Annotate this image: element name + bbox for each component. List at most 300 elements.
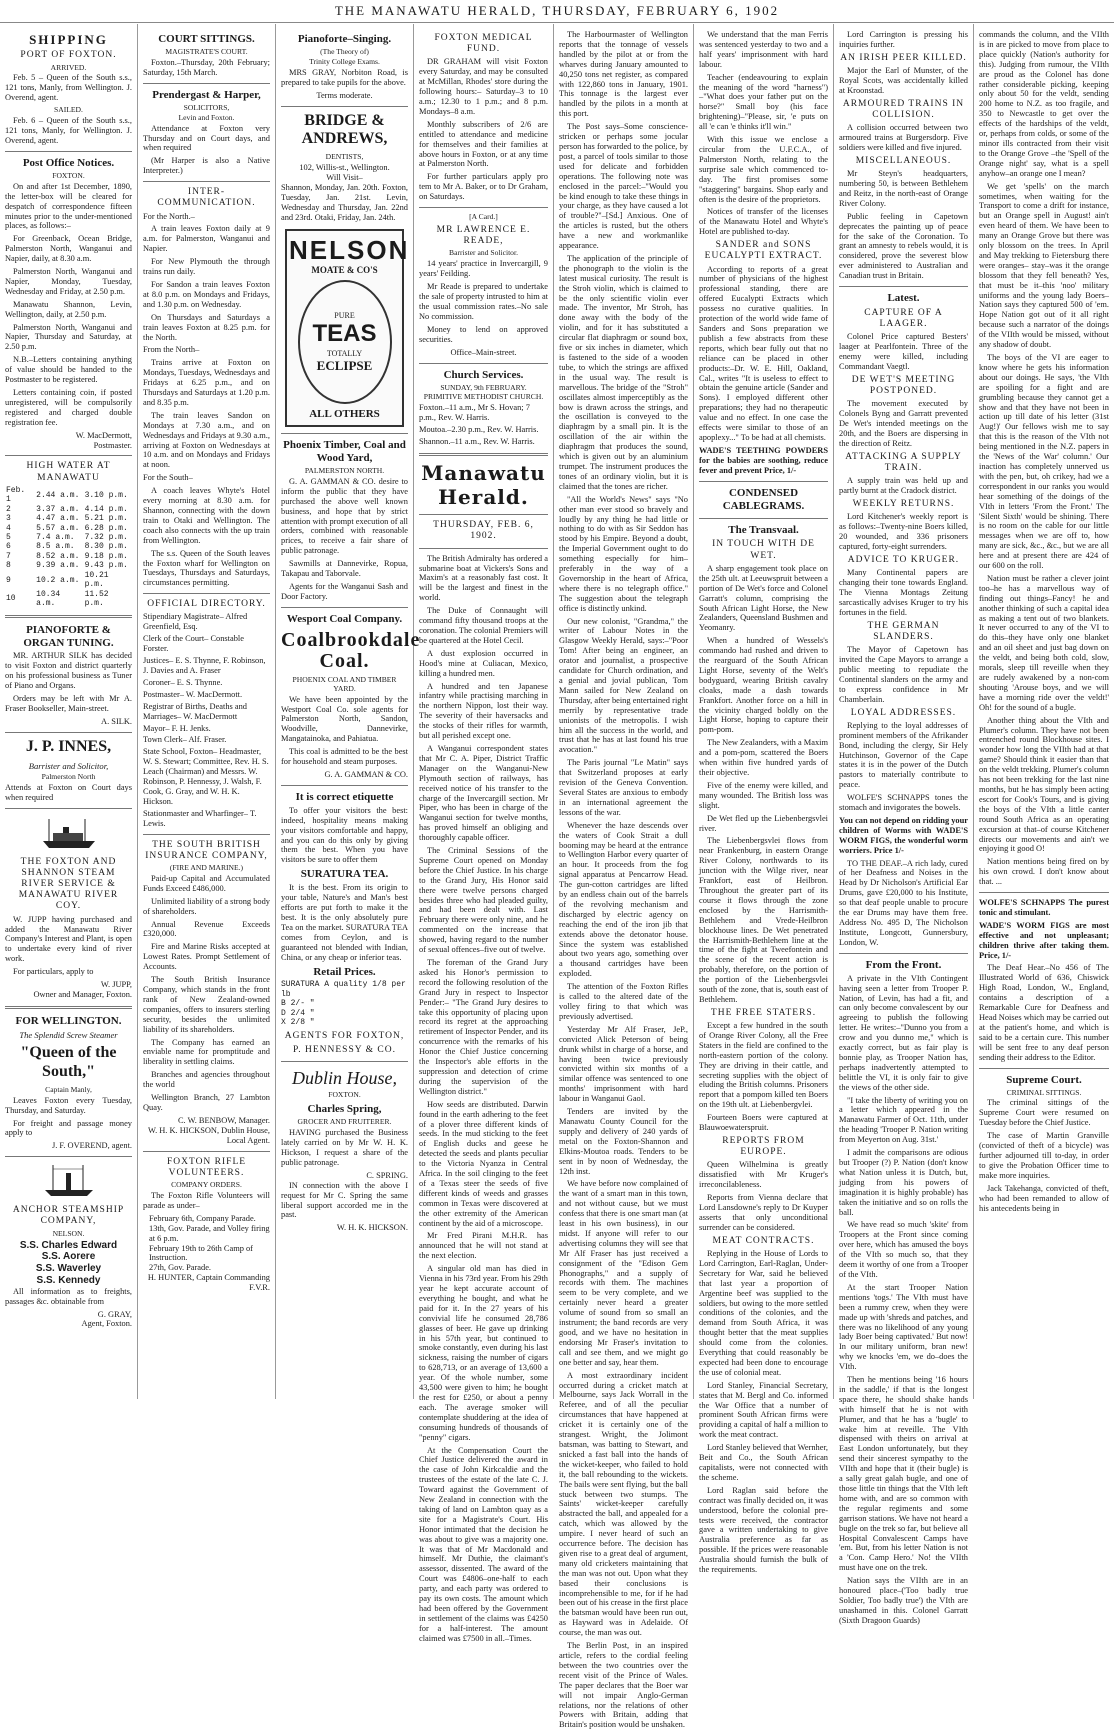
divider [419,548,548,549]
news-c5-p10: Tenders are invited by the Manawatu County Council for the supply and delivery of 240 yards of metal on the Foxton-Shannon and Elkins-Moutoa roads. Tenders to be sent in by noon of Wednesday, the 12th inst. [559,1107,688,1176]
nelson-tea-ad [285,229,410,427]
sbi-agent: W. H. K. HICKSON, Dublin House, Local Agent. [147,1125,270,1145]
europe-title: REPORTS FROM EUROPE. [722,1136,805,1158]
retail-price-item: B 2/- " [281,999,315,1009]
tide-cell: 8.5 a.m. [36,542,75,552]
news-p7: The foreman of the Grand Jury asked his Honor's permission to record the following resolution of the Grand Jury in respect to Inspector Pender:– "The Grand Jury desires to take this opportunity of placing upon record its regret at the approaching retirement of Inspector Pender, and its concurrence with the remarks of his Honor the Chief Justice concerning the Inspector's able efforts in the suppression and detection of crime during the supervision of the Wellington district." [419,958,548,1096]
prendergast-note: (Mr Harper is also a Native Interpreter.) [143,156,270,176]
nelson-sub: MOATE & CO'S [311,265,378,276]
meat-text: Replying in the House of Lords to Lord Carrington, Earl-Raglan, Under-Secretary for War, said he believed that last year a proportion of Argentine beef was supplied to the soldiers, but owing to the more settled conditions of the colonies, and the demand from South Africa, it was thought better that the meat supplies should come from the colonies. Everything that could reasonably be expected had been done to encourage the use of colonial meat. [699,1248,828,1377]
anchor-ship-item: S.S. Charles Edward [19,1239,118,1251]
europe-text2: Reports from Vienna declare that Lord Lansdowne's reply to Dr Kuyper asserts that only unconditional surrender can be considered. [699,1193,828,1232]
divider [5,808,132,809]
column-1 [0,24,138,1399]
sander-title: SANDER and SONS EUCALYPTI EXTRACT. [704,240,823,262]
news-p9: Mr Fred Pirani M.H.R. has announced that he will not stand at the next election. [419,1231,548,1261]
tide-row [5,533,132,542]
rifles-date-item: February 6th, Company Parade. [149,1213,256,1223]
sbi-p2: Unlimited liability of a strong body of shareholders. [143,896,270,916]
official-directory-item: Mayor– F. H. Jenks. [143,723,211,733]
tide-cell: 4.14 p.m. [84,504,128,514]
tide-cell: 8 [6,561,11,571]
post-p1: On and after 1st December, 1890, the letter-box will be cleared for despatch of correspondence fifteen minutes prior to the under-mentioned places, as follows:– [5,181,132,231]
latest-title: Latest. [887,292,920,305]
official-directory-list [143,612,270,828]
column-7 [834,24,974,1625]
wolfe-text: WOLFE'S SCHNAPPS tones the stomach and invigorates the bowels. [839,793,968,813]
retail-price-item: SURATURA A quality 1/8 per lb [281,980,406,999]
phoenix-place: PALMERSTON NORTH. [304,465,385,475]
church-item: Shannon.–11 a.m., Rev. W. Harris. [419,437,535,447]
dublin-trade: GROCER AND FRUITERER. [297,1117,392,1127]
news-c5-p8: The attention of the Foxton Rifles is called to the altered date of the volley firing to that which was previously advertised. [559,982,688,1021]
tide-cell: 10.21 p.m. [84,570,109,590]
divider [5,615,132,618]
dublin-name: Charles Spring, [307,1103,382,1116]
innes-title: Barrister and Solicitor, [28,760,109,771]
divider [839,953,968,954]
piano-tuning-orders: Orders may be left with Mr A. Fraser Bookseller, Main-street. [5,694,132,714]
medical-fund-text3: For further particulars apply pro tem to Mr A. Baker, or to Dr Graham, on Saturdays. [419,172,548,202]
divider [839,286,968,287]
steamer-agent: J. F. OVEREND, agent. [51,1141,132,1151]
sander-text: According to reports of a great number of physicians of the highest professional standing, there are offered Eucalypti Extracts which possess no curative qualities. In protection of the world wide fame of Sanders and Sons preparation we publish a few abstracts from these reports, which bear fully out that no reliance can be placed in other products:–Dr. W. E. Hill, Oakland, Cal., writes "It is useless to effect to obtain the genuine article (Sander and Sons). I employed different other preparations; they had no therapeutic value and no effect. In one case the effects were similar to those of an apoplexy..." To be had at all chemists. [699,264,828,442]
steamer-captain: Captain Manly, [45,1084,92,1094]
tide-cell: 4.47 a.m. [36,514,80,524]
divider [979,892,1109,893]
news-c5-p13: The Berlin Post, in an inspired article, refers to the cordial feeling between the two countries over the recent visit of the Prince of Wales. The paper declares that the Boer war will not impair Anglo-German relations, nor the relations of other Powers with Britain, adding that Britain's position would be unshaken. [559,1641,688,1730]
touch-text6: The Liebenbergsvlei flows from near Frankenburg, in eastern Orange River Colony, northwards to its junction with the Wilge river, near Frankfort, east of Heilbron. Throughout the greater part of its course it flows through the zone enclosed by the Harrismith-Bethlehem and Vrede-Heilbron blockhouse lines. De Wet penetrated the Harrismith-Bethlehem line at the time of the fight at Tweefontein and the scene of the recent action is probably, therefore, on the portion of the portion of the Liebenbergsvlei south of the zone, that is, south east of Bethlehem. [699,836,828,1004]
steamer-name: "Queen of the South," [20,1043,117,1080]
news-p3: A dust explosion occurred in Hood's mine at Culiacan, Mexico, killing a hundred men. [419,648,548,678]
inter-p8: The train leaves Sandon on Mondays at 7.30 a.m., and on Wednesdays and Fridays at 9.30 a.m., arriving at Foxton on Wednesdays at 10 a.m. and on Mondays and Fridays at noon. [143,410,270,470]
innes-name: J. P. INNES, [25,737,112,755]
sbi-p8: Wellington Branch, 27 Lambton Quay. [143,1093,270,1112]
news-c5-p9: Yesterday Mr Alf Fraser, JeP., convicted Alick Peterson of being drunk whilst in charge of a horse, and having been twice previously convicted within six months of a similar offence was sentenced to one months' imprisonment with hard labour in Wanganui Gaol. [559,1024,688,1104]
prendergast-place: Levin and Foxton. [178,112,235,122]
supply-text: A supply train was held up and partly burnt at the Cradock district. [839,476,968,496]
post-p2: For Greenback, Ocean Bridge, Palmerston North, Wanganui and Napier, daily, at 8.30 a.m. [5,234,132,264]
port-heading: PORT OF FOXTON. [20,50,117,61]
dublin-sig: C. SPRING. [366,1170,408,1180]
news-p5: A Wanganui correspondent states that Mr C. A. Piper, District Traffic Manager on the Wanganui-New Plymouth section of railways, has received notice of his transfer to the charge of the Invercargill section. Mr Piper, who has been in charge of the Wanganui section for twelve months, has proved himself an obliging and thoroughly capable officer. [419,743,548,843]
church-list [419,403,548,447]
official-directory-item: Stationmaster and Wharfinger– T. Lewis. [143,808,257,828]
inter-p7: Trains arrive at Foxton on Mondays, Tuesdays, Wednesdays and Fridays at 6.25 p.m., and on Thursdays and Saturdays at 1.20 p.m. and 8.35 p.m. [143,358,270,407]
shannon-particulars: For particulars, apply to [13,967,94,977]
piano-tuning-title: PIANOFORTE & ORGAN TUNING. [23,623,114,649]
nelson-oval [298,280,392,404]
misc-text: Mr Steyn's headquarters, numbering 50, is between Bethlehem and Reitz, in the north-east of Orange River Colony. [839,169,968,208]
meat-text3: Lord Stanley believed that Wernher, Beit and Co., the South African capitalists, were not connected with the scheme. [699,1443,828,1482]
post-p3: Palmerston North, Wanganui and Napier, Monday, Tuesday, Wednesday and Friday, at 2.50 p.m. [5,267,132,296]
tide-row [5,524,132,533]
shipping-title: SHIPPING [29,32,108,47]
inter-p4: For Sandon a train leaves Foxton at 8.0 p.m. on Mondays and Fridays, and 1.30 p.m. on Wednesday. [143,279,270,309]
dewet-text: The movement executed by Colonels Byng and Garratt prevented De Wet's intended meetings on the 20th, and the Boers are dispersing in the direction of Reitz. [839,399,968,449]
piano-tuning-text: MR. ARTHUR SILK has decided to visit Foxton and district quarterly on his professional business as Tuner of Piano and Organs. [5,651,132,691]
column-6 [694,24,834,1575]
tide-cell: 4 [6,523,11,533]
official-directory-item: State School, Foxton– Headmaster, W. S. Stewart; Committee, Rev. H. S. Leach (Chairman) and Messrs. W. Robinson, P. Hennessy, J. Walsh, F. Cook, G. Gray, and W. H. K. Hickson. [143,747,269,806]
divider [281,106,408,107]
tide-cell: 3.10 p.m. [84,490,128,500]
front-p5: At the start Trooper Nation mentions 'togs.' The VIth must have been a rummy crew, when they were made up with 'shreds and patches, and there was no likelihood of any young lady Boer being captivated.' But now! In our military uniform, bran new! why we knocks 'em, we do–does the VIth. [839,1282,968,1372]
post-signature: W. MacDermott, [75,430,132,440]
inter-p6: From the North– [143,345,200,355]
supreme-court-title: Supreme Court. [1006,1073,1082,1086]
inter-p9: For the South– [143,473,193,483]
tide-row [5,514,132,523]
touch-text3: The New Zealanders, with a Maxim and a pom-pom, scattered the Boers when within five hundred yards of their objective. [699,738,828,777]
tide-cell: 7.32 p.m. [84,533,128,543]
tide-cell: 9.39 a.m. [36,561,80,571]
meat-text2: Lord Stanley, Financial Secretary, states that M. Bergl and Co. informed the War Office that a number of prominent South African firms were providing a capital of half a million to work the meat contract. [699,1380,828,1440]
front-p2: "I take the liberty of writing you on a letter which appeared in the Manawatu Farmer of Oct. 11th, under the heading 'Trooper P. Nation writing from Meyerton on Aug. 31st.' [839,1095,968,1145]
column-8 [974,24,1114,1399]
coal-text: We have been appointed by the Westport Coal Co. sole agents for Palmerston North, Sandon, Woodville, Dannevirke, Mangatainoka, and Pahiatua. [281,694,408,744]
shannon-text: W. JUPP having purchased and added the Manawatu River Company's Interest and Plant, is open to undertake every kind of river work. [5,914,132,964]
pianoforte-sub: (The Theory of) [320,46,369,56]
tide-cell: 10.34 a.m. [36,589,61,609]
news-c8-p3: The boys of the VI are eager to know where he gets his information about our doings. He says, 'the VIth are spoiling for a fight and are grumbling because they cannot get a show and that they have not been in action up till date of his letter (31st Aug!)' Our fellows wish me to say that this is the reason of the VIth not being mentioned in the N.Z. papers in the 'News of the War' column.' Our inaction has completely unnerved us with the pen, but, oh crikey, had we a correspondent in our ranks you would hear something of the doings of the VIth in letters 'From the Front.' The 'Silent Sixth' would be shining. There is no room on the cable for our little messages when we are off to, how many are sick, &c., &c., but we are all here and at present there are 424 of our 600 on the roll. [979,353,1109,571]
news-p8: How seeds are distributed. Darwin found in the earth adhering to the feet of a plover three different kinds of seeds. In the mud sticking to the feet of English ducks and geese he detected the seeds and plants peculiar to the Victoria Nyanza in Central Africa. In the soil clinging to the feet of a Texas steer the seeds of five different kinds of weeds and grasses common in Texas were discovered at the other extremity of the American continent by the aid of a microscope. [419,1099,548,1228]
news-p4: A hundred and ten Japanese infantry while practising marching in the northern Nippon, lost their way. The severity of their haversacks and the stocks of their rifles for warmth, but all perished except one. [419,681,548,741]
sbi-p7: Branches and agencies throughout the world [143,1070,270,1090]
dublin-sig2: W. H. K. HICKSON. [336,1223,408,1233]
news-c8-p6: Nation mentions being fired on by his own crowd. I don't know about that. ... [979,857,1109,887]
tide-cell: 3 [6,514,11,524]
medical-fund-text2: Monthly subscribers of 2/6 are entitled to attendance and medicine for themselves and their families at above hours in Foxton, or at any time at Palmerston North. [419,119,548,169]
advice-title: ADVICE TO KRUGER. [847,555,960,566]
rifles-sub: COMPANY ORDERS. [171,1180,242,1190]
news-c5-p11: We have before now complained of the want of a smart man in this town, and not without cause, but we must confess that there is one smart man (at least in his own business), in our midst. If anyone will refer to our advertising columns they will see that Mr Alf Fraser has just received a consignment of the "Edison Gem Phonographs," and a supply of records with them. The machines seem to be very complete, and we certainly never heard a greater volume of sound from so small an instrument; the band records are very good, and we have no hesitation in endorsing Mr Fraser's invitation to call and see them, and we might go one better and say, hear them. [559,1179,688,1367]
suratura-title: SURATURA TEA. [300,868,389,881]
divider [419,453,548,456]
church-title: Church Services. [443,368,524,381]
church-name: PRIMITIVE METHODIST CHURCH. [423,392,544,402]
news-c6-p1: We understand that the man Ferris was sentenced yesterday to two and a half years' imprisonment with hard labour. [699,30,828,69]
herald-date: THURSDAY, FEB. 6, 1902. [433,520,534,542]
news-p6: The Criminal Sessions of the Supreme Court opened on Monday before the Chief Justice. In his charge to the Grand Jury, His Honor said there were twelve persons charged besides three who had pleaded guilty, and had been dealt with. Last February there were only nine, and he commented on the increase that showed, having regard to the number of sexual offences–five out of twelve. [419,846,548,955]
reade-text2: Mr Reade is prepared to undertake the sale of property intrusted to him at the usual commission rates.–No sale No commission. [419,282,548,321]
post-p7: Letters containing coin, if posted unregistered, will be compulsorily registered and charged double registration fee. [5,388,132,427]
news-c6-p4: Notices of transfer of the licenses of the Manawatu Hotel and Whyte's Hotel are published to-day. [699,207,828,237]
phoenix-text2: Sawmills at Dannevirke, Ropua, Takapau and Taborvale. [281,559,408,579]
rifles-date-item: 13th, Gov. Parade, and Volley firing at 6 p.m. [149,1223,270,1243]
tide-cell: 5 [6,533,11,543]
divider [699,481,828,482]
sbi-p6: The Company has earned an enviable name for promptitude and liberality in settling claims. [143,1037,270,1067]
loyal-text: Replying to the loyal addresses of prominent members of the Afrikander Bond, including the clergy, Sir Hely Hutchinson, Governor of the Cape states it is in the power of the Dutch pastors to materially contribute to peace. [839,720,968,790]
anchor-agent2: Agent, Foxton. [81,1319,132,1329]
tide-cell: 9.43 p.m. [84,561,128,571]
divider [143,593,270,594]
returns-text: Lord Kitchener's weekly report is as follows:–Twenty-nine Boers killed, 20 wounded, and 336 prisoners captured, forty-eight surrenders. [839,512,968,552]
post-p4: Manawatu Shannon, Levin, Wellington, daily, at 2.50 p.m. [5,299,132,319]
shannon-title: THE FOXTON AND SHANNON STEAM RIVER SERVICE & MANAWATU RIVER COY. [18,856,119,912]
transvaal-title: The Transvaal. [728,523,799,536]
sailed-label: SAILED. [54,105,83,115]
tide-row [5,486,132,505]
deaf-hear-text: The Deaf Hear.–No 456 of The Illustrated World of 636, Chiswick High Road, London, W., England, contains a description of a Remarkable Cure for Deafness and Head Noises which may be carried out at the patient's home, and which is said to be a certain cure. This number will be sent free to any deaf person sending their address to the Editor. [979,963,1109,1062]
free-text2: Fourteen Boers were captured at Blauwoewaterspruit. [699,1113,828,1133]
official-directory-item: Clerk of the Court– Constable Forster. [143,634,244,654]
phoenix-title: Phoenix Timber, Coal and Wood Yard, [283,438,406,464]
tide-cell: 9.18 p.m. [84,551,128,561]
advice-text: Many Continental papers are changing their tone towards England. The Vienna Montags Zeitung sarcastically advises Kruger to try his fortunes in the field. [839,568,968,617]
schnapps-title: WOLFE'S SCHNAPPS The purest tonic and stimulant. [979,898,1109,917]
retail-price-list [281,980,408,1027]
church-date: SUNDAY, 9th FEBRUARY. [440,382,527,392]
sbi-p4: Fire and Marine Risks accepted at Lowest Rates. Prompt Settlement of Accounts. [143,942,270,972]
news-c7-p1: Lord Carrington is pressing his inquiries further. [839,30,968,49]
tide-cell: 7.4 a.m. [36,533,75,543]
inter-communication-title: INTER-COMMUNICATION. [157,187,256,209]
news-p2: The Duke of Connaught will command fifty thousand troops at the coronation. The colonial Premiers will be quartered at the Hotel Cecil. [419,606,548,645]
tide-cell: 2 [6,504,11,514]
official-directory-title: OFFICIAL DIRECTORY. [147,599,266,610]
front-p1: A private in the VIth Contingent having seen a letter from Trooper P. Nation, of Levin, has had a fit, and can only become convalescent by our agreeing to publish the following letter. He writes:–"Dunno you from a crow and you dunno me," which is exactly correct, but as fair play is bonnie play, as Trooper Nation has, perhaps inadvertently attempted to belittle the VI, it is only fair to give the views of the other side. [839,973,968,1092]
inter-p2: A train leaves Foxton daily at 9 a.m. for Palmerston, Wanganui and Napier. [143,224,270,254]
official-directory-item: Coroner– E. S. Thynne. [143,677,223,687]
phoenix-text3: Agents for the Wanganui Sash and Door Factory. [281,581,408,601]
divider [143,1151,270,1152]
official-directory-item: Postmaster– W. MacDermott. [143,689,243,699]
innes-place: Palmerston North [41,771,96,781]
anchor-ship-item: S.S. Kennedy [36,1274,101,1286]
court-p2: The case of Martin Granville (convicted of theft of a bicycle) was further adjourned till to-day, in order to give the Probation Officer time to make more inquiries. [979,1131,1109,1180]
sbi-p3: Annual Revenue Exceeds £320,000. [143,919,270,939]
pianoforte-sub2: Trinity College Exams. [309,56,380,66]
shannon-sig2: Owner and Manager, Foxton. [33,989,132,999]
inter-p5: On Thursdays and Saturdays a train leaves Foxton at 8.25 p.m. for the North. [143,312,270,342]
misc-title: MISCELLANEOUS. [855,155,952,166]
anchor-title: ANCHOR STEAMSHIP COMPANY, [12,1205,125,1227]
tide-cell: 8.52 a.m. [36,551,80,561]
news-c6-p3: With this issue we enclose a circular from the U.F.C.A., of Palmerston North, relating to the surprise sale which commenced to-day. The first promises some "staggering" bargains. Shop early and often is the desire of the proprietors. [699,135,828,204]
divider [979,1068,1109,1069]
rifles-title: FOXTON RIFLE VOLUNTEERS. [166,1156,247,1178]
front-p3: I admit the comparisons are odious but Trooper (?) P. Nation (don't know what Nation unless it is Dutch, but, judging from his powers of imagination it is highly probable) has taken the initiative and so on rolls the ball. [839,1148,968,1217]
teething-text: WADE'S TEETHING POWDERS for the babies are soothing, reduce fever and prevent Price, 1/- [699,445,828,475]
medical-fund-text: DR GRAHAM will visit Foxton every Saturday, and may be consulted at McMillan, Rhodes' store during the following hours:– Saturday–3 to 10 a.m.; 12.30 to 1 p.m.; and 8 p.m. Mondays–8 a.m. [419,57,548,116]
retail-title: Retail Prices. [313,965,376,978]
etiquette-text: To offer your visitors the best: indeed, hospitality means making your visitors comfortable and happy, and you can do this only by giving them the best. When you have visitors be sure to offer them [281,805,408,865]
court-sittings-text: Foxton.–Thursday, 20th February; Saturday, 15th March. [143,57,270,77]
agents-name: P. HENNESSY & CO. [293,1044,396,1055]
trains-title: ARMOURED TRAINS IN COLLISION. [842,98,965,120]
trains-text: A collision occurred between two armoured trains at Burgersdorp. Five soldiers were killed and five injured. [839,123,968,152]
front-p4: We have read so much 'skite' from Troopers at the Front since coming over here, which has amused the boys of the VIth so much so, that they deem it worthy of one from a Trooper of the VIth. [839,1220,968,1279]
free-staters-title: THE FREE STATERS. [710,1007,817,1018]
bridge-andrews-title: BRIDGE & ANDREWS, [301,111,388,148]
news-c5-p2: The Post says–Some conscience-stricken or perhaps some jocular person has forwarded to the police, by post, a parcel of tools similar to those used for delicate and forbidden operations. The following note was enclosed in the parcel:–"Would you be kind enough to take these things in your charge, as they have caused a lot of trouble?"–[Sd.] Anxious. One of the articles is rusted, but the others have a new and workmanlike appearance. [559,122,688,251]
tide-cell: 2.44 a.m. [36,490,80,500]
divider [5,732,132,733]
bridge-andrews-visit: Will Visit– [326,173,363,183]
pianoforte-terms: Terms moderate. [316,90,373,100]
bridge-andrews-sub: DENTISTS, [325,152,364,162]
news-p11: At the Compensation Court the Chief Justice delivered the award in the case of John Kirkcaldie and the trustees of the estate of the late C. J. Toward against the Government of New Zealand in connection with the taking of land on Lambton quay as a site for a Magistrate's Court. His Honor intimated that the decision he was about to give was a majority one. It was that of Mr Macdonald and himself. Mr Duthie, the claimant's assessor, dissented. The award of the Court was £4806–one-half to each party, and each party was ordered to pay its own costs. The amount which had been offered by the Government in settlement of the claims was £4250 for a half-interest. The amount claimed was £7500 in all.–Times. [419,1445,548,1643]
column-3 [276,24,421,1399]
bridge-andrews-dates: Shannon, Monday, Jan. 20th. Foxton, Tuesday, Jan. 21st. Levin, Wednesday and Thursday, Jan. 22nd and 23rd. Otaki, Friday, Jan. 24th. [281,183,408,222]
sbi-sig: C. W. BENBOW, Manager. [177,1115,270,1125]
sbi-p5: The South British Insurance Company, which stands in the front rank of New Zealand-owned companies, offers to insurers sterling security, besides the unlimited liability of its shareholders. [143,975,270,1034]
divider [419,207,548,208]
divider [699,518,828,519]
tide-table [5,486,132,609]
news-c5-p7: Whenever the haze descends over the waters of Cook Strait a dull booming may be heard at the entrance to Wellington Harbor every quarter of an hour. It proceeds from the fog signal apparatus at Pencarrow Head. The gun-cotton cartridges are lifted by an endless chain out of the barrels of the revolving mechanism and discharged by electric agency on reaching the end of the iron jib that extends above the detonator house. Since the system was established about two years ago, something over a thousand cartridges have been exploded. [559,820,688,979]
front-p7: Nation says the VIIth are in an honoured place–('Too badly true Soldier, Too badly true') the VIth are unashamed in this. Colonel Garratt (Sixth Dragoon Guards) [839,1576,968,1625]
anchor-agent: G. GRAY, [97,1309,132,1319]
tide-cell: 10.2 a.m. [36,575,80,585]
touch-title: IN TOUCH WITH DE WET. [712,539,815,561]
court-p1: The criminal sittings of the Supreme Court were resumed on Tuesday before the Chief Justice. [979,1098,1109,1128]
tide-row [5,571,132,590]
news-p1: The British Admiralty has ordered a submarine boat at Vickers's Sons and Maxim's at a reasonably fast cost. It will be the largest and finest in the world. [419,553,548,603]
divider [5,1006,132,1009]
front-p6: Then he mentions being '16 hours in the saddle,' if that is the longest space there, he should shake hands with himself that he is not with Plumer, and that he has a 'bugle' to wake him at reveille. The VIth dispensed with theirs on arrival at East London unfortunately, but they send their sincerest sympathy to the VIIth and hope that it (their bugle) is a sally great galah bugle, and one of those little tin things that the VIth left home with, and are so common with the regular regiments and some garrison stations. We have not heard a bugle on the trek so far, but believe all Hospital Convalescent Camps have 'em. But, from his letter Nation is not a 'Con. Camp Hero.' No! the VIIth must have one on the trek. [839,1375,968,1573]
post-p6: N.B.–Letters containing anything of value should be handed to the Postmaster to be registered. [5,355,132,385]
tide-cell: 7 [6,551,11,561]
tide-cell: 3.37 a.m. [36,504,80,514]
free-text: Except a few hundred in the south of Orange River Colony, all the Free Staters in the field are confined to the north-eastern portion of the colony. They are driving in their cattle, and secreting supplies with the object of eluding the British columns. Prisoners report that a pompom killed ten Boers on the 19th ult. at Liebenbergvlei. [699,1021,828,1110]
column-5 [554,24,694,1730]
peer-text: Major the Earl of Munster, of the Royal Scots, was accidentally killed at Kroonstad. [839,66,968,95]
divider [419,514,548,515]
sbi-sub: (FIRE AND MARINE.) [169,863,244,872]
innes-text: Attends at Foxton on Court days when required [5,782,132,802]
inter-p1: For the North.– [143,211,195,221]
meat-text4: Lord Raglan said before the contract was finally decided on, it was understood, before the colonial pre-tests were received, the contractor gave a written undertaking to give Australia preference as far as possible. If the prices were reasonable Australia should furnish the bulk of the requirements. [699,1485,828,1575]
touch-text: A sharp engagement took place on the 25th ult. at Leeuwspruit between a portion of De Wet's force and Colonel Garratt's column, comprising the South African Light Horse, the New Zealanders, Queensland Bushmen and Yeomanry. [699,563,828,633]
court-sittings-title: COURT SITTINGS. [158,33,255,45]
supply-title: ATTACKING A SUPPLY TRAIN. [845,451,962,474]
pianoforte-text: MRS GRAY, Norbiton Road, is prepared to take pupils for the above. [281,67,408,87]
divider [419,363,548,364]
reade-text: 14 years' practice in Invercargill, 9 years' Feilding. [419,259,548,279]
official-directory-item: Stipendiary Magistrate– Alfred Greenfield, Esq. [143,612,248,632]
tide-cell: 8.30 p.m. [84,542,128,552]
nelson-teas: TEAS [312,320,377,348]
steamship-icon [39,815,99,851]
court-p3: Jack Takehanga, convicted of theft, who had been remanded to allow of his antecedents being in [979,1183,1109,1213]
divider [281,607,408,608]
europe-text: Queen Wilhelmina is greatly dissatisfied with Mr Kruger's irreconcilableness. [699,1160,828,1190]
steamer-intro: The Splendid Screw Steamer [19,1029,118,1040]
reade-text3: Money to lend on approved securities. [419,324,548,344]
front-title: From the Front. [865,958,942,971]
divider [143,181,270,182]
official-directory-item: Justices– E. S. Thynne, F. Robinson, J. Davies and A. Fraser [143,656,266,675]
meat-title: MEAT CONTRACTS. [712,1235,815,1246]
wade-text: You can not depend on ridding your children of Worms with WADE'S WORM FIGS, the wonderful worm worriers. Price 1/- [839,815,968,855]
inter-p11: The s.s. Queen of the South leaves the Foxton wharf for Wellington on Tuesdays, Thursdays and Saturdays, circumstances permitting. [143,548,270,588]
divider [5,151,132,152]
church-item: Foxton.–11 a.m., Mr S. Hovan; 7 p.m., Rev. W. Harris. [419,403,530,423]
post-office-title: Post Office Notices. [22,156,115,169]
tide-cell: 6 [6,542,11,552]
dublin-text: HAVING purchased the Business lately carried on by Mr W. H. K. Hickson, I request a share of the public patronage. [281,1128,408,1167]
etiquette-title: It is correct etiquette [295,790,394,803]
touch-text2: When a hundred of Wessels's commando had rushed and driven to the rearguard of the South African Light Horse, seventy of the Welt's bodyguard, wearing British cavalry cloaks, made a dash towards Frankfort. Another force on a hill in the vicinity charged boldly on the Light Horse, hoping to capture their pom-pom. [699,636,828,735]
tide-cell: 10 [6,594,16,604]
divider [143,83,270,84]
rifles-text: The Foxton Rifle Volunteers will parade as under– [143,1190,270,1210]
news-p10: A singular old man has died in Vienna in his 73rd year. From his 29th year he kept accurate account of everything he bought, and what he paid for it. In the 27 years of his convivial life he consumed 28,786 glasses of beer. He gave up drinking in his 57th year, but continued to smoke constantly, even during his last sickness, raising the number of cigars to 628,713, or an average of 13,600 a year. Of the whole number, some 43,500 were given to him; he bought the rest for £250, or about a penny each. The average smoker will contemplate shuddering at the idea of consuming hundreds of thousands of "penny" cigars. [419,1264,548,1442]
anchor-ship-list [5,1240,132,1287]
rifles-date-item: February 19th to 26th Camp of Instruction. [149,1243,253,1263]
tide-cell: 11.52 p.m. [84,589,109,609]
nelson-brand: NELSON [289,234,410,265]
wellington-title: FOR WELLINGTON. [15,1014,122,1027]
herald-flag: Manawatu Herald. [421,461,546,509]
divider [281,785,408,786]
anchor-ship-item: S.S. Waverley [35,1263,102,1275]
agents-title: AGENTS FOR FOXTON, [284,1030,405,1041]
divider [281,1061,408,1062]
news-c5-p6: The Paris journal "Le Matin" says that Switzerland proposes at early revision of the Geneva Convention. Several States are anxious to embody in an international agreement the lessons of the war. [559,758,688,817]
court-sittings-sub: MAGISTRATE'S COURT. [165,46,248,56]
news-c8-p5: Another thing about the VIth and Plumer's column. They have not been entrenched round Blockhouse sites. I wonder how long the VIIth had at that game? Should think it easier than that on the veldt trekking. Plumer's column has not been trekking for the last nine months, but he has simply been acting escort for Cook's Tours, and is giving the boys of the VIth a little canter round South Africa as an operating excursion at that–of course Kitchener directs our movements and ain't we enjoying it good O! [979,715,1109,854]
cable-title: CONDENSED CABLEGRAMS. [722,486,805,512]
post-office-sub: FOXTON. [52,170,85,180]
news-c8-p4: Nation must be rather a clever joint too–he has a marvellous way of finding out things–Fancy! he and another thinking of such a capital idea as making a tent out of two blankets. It never occurred to any of the VI to do this–they have only one blanket and an oil sheet and just bag down on the veldt, and being both cold, slow, morals, sleep till reveille when they are rudely awakened by a non-com shouting 'Arouse boys, and we will have a morning ride over the veldt!' Oh! for the sound of a bugle. [979,573,1109,712]
dewet-title: DE WET'S MEETING POSTPONED. [851,375,956,397]
bridge-andrews-addr: 102, Willis-st., Wellington. [299,163,390,173]
phoenix-text: G. A. GAMMAN & CO. desire to inform the public that they have purchased the above well known business, and hope that by strict attention with prompt execution of all orders, combined with reasonable prices, to receive a fair share of public patronage. [281,476,408,556]
anchor-place: NELSON. [52,1228,85,1238]
worm-figs-text: WADE'S WORM FIGS are most effective and not unpleasant; children thrive after taking them. Price, 1/- [979,920,1109,960]
tide-cell: 9 [6,575,11,585]
returns-title: WEEKLY RETURNS. [852,499,955,510]
tide-row [5,552,132,561]
coal-sig: G. A. GAMMAN & CO. [324,769,408,779]
misc-text2: Public feeling in Capetown deprecates the painting up of peace for the sake of the Coronation. To grant an amnesty to rebels would, it is considered, prove the severest blow ever administered to Australian and Canadian trust in Britain. [839,211,968,281]
tide-cell: 5.57 a.m. [36,523,80,533]
rifles-dates [143,1214,270,1273]
reade-office: Office–Main-street. [450,347,517,357]
laager-title: CAPTURE OF A LAAGER. [864,308,943,330]
shannon-sig: W. JUPP, [100,980,132,990]
tide-row [5,561,132,570]
touch-text4: Five of the enemy were killed, and many wounded. The British loss was slight. [699,780,828,810]
coal-text2: This coal is admitted to be the best for household and steam purposes. [281,747,408,767]
news-c5-p1: The Harbourmaster of Wellington reports that the tonnage of vessels handled by the pilot at or from the wharves during January amounted to 40,250 tons net register, as compared with 122,860 tons in January, 1901. This tonnage is the largest ever handled by the pilots in a month at this port. [559,30,688,119]
tide-title: HIGH WATER AT MANAWATU [26,461,111,483]
coalbrookdale-title: Coalbrookdale Coal. [281,628,421,672]
inter-p3: For New Plymouth the through trains run daily. [143,257,270,277]
reade-name: MR LAWRENCE E. READE, [436,225,531,247]
anchor-ship-icon [39,1163,99,1199]
rifles-date-item: 27th, Gov. Parade. [149,1263,212,1273]
prendergast-sub: SOLICITORS, [183,102,230,112]
suratura-text: It is the best. From its origin to your table, Nature's and Man's best efforts are put forth to make it the best. It is the only absolutely pure Tea on the market. SURATURA TEA comes from Ceylon, and is guaranteed not blended with Indian, China, or any cheap or inferior teas. [281,883,408,962]
tide-cell: Feb. 1 [6,485,26,505]
divider [5,1156,132,1157]
masthead: THE MANAWATU HERALD, THURSDAY, FEBRUARY 6, 1902 [0,0,1114,23]
sailed-text: Feb. 6 – Queen of the South s.s., 121 tons, Manly, for Wellington. J. Overend, agent. [5,116,132,145]
column-4 [414,24,554,1643]
news-c8-p1: commands the column, and the VIIth is in are picked to move from place to place quickly (Nation's authority for this). Judging from rumour, the VIIth are proud as the Colonel has done rather considerable picking, keeping only about 50 for the veldt, sending 200 home to N.Z. as too fragile, and 350 to Newcastle to get over the effects of the hardships of the veldt, or, perhaps from colds, or some of the minor ills contracted from their visit to the Orange Grove –the 'Spell of the Orange night' say, what is a spell anyhow–an orange one I mean? [979,30,1109,178]
pianoforte-title: Pianoforte–Singing. [297,33,392,45]
wesport-title: Wesport Coal Company. [286,612,403,625]
divider [281,433,408,434]
tide-row [5,542,132,551]
arrived-label: ARRIVED. [50,62,87,72]
dublin-text2: IN connection with the above I request for Mr C. Spring the same liberal support accorded me in the past. [281,1180,408,1220]
